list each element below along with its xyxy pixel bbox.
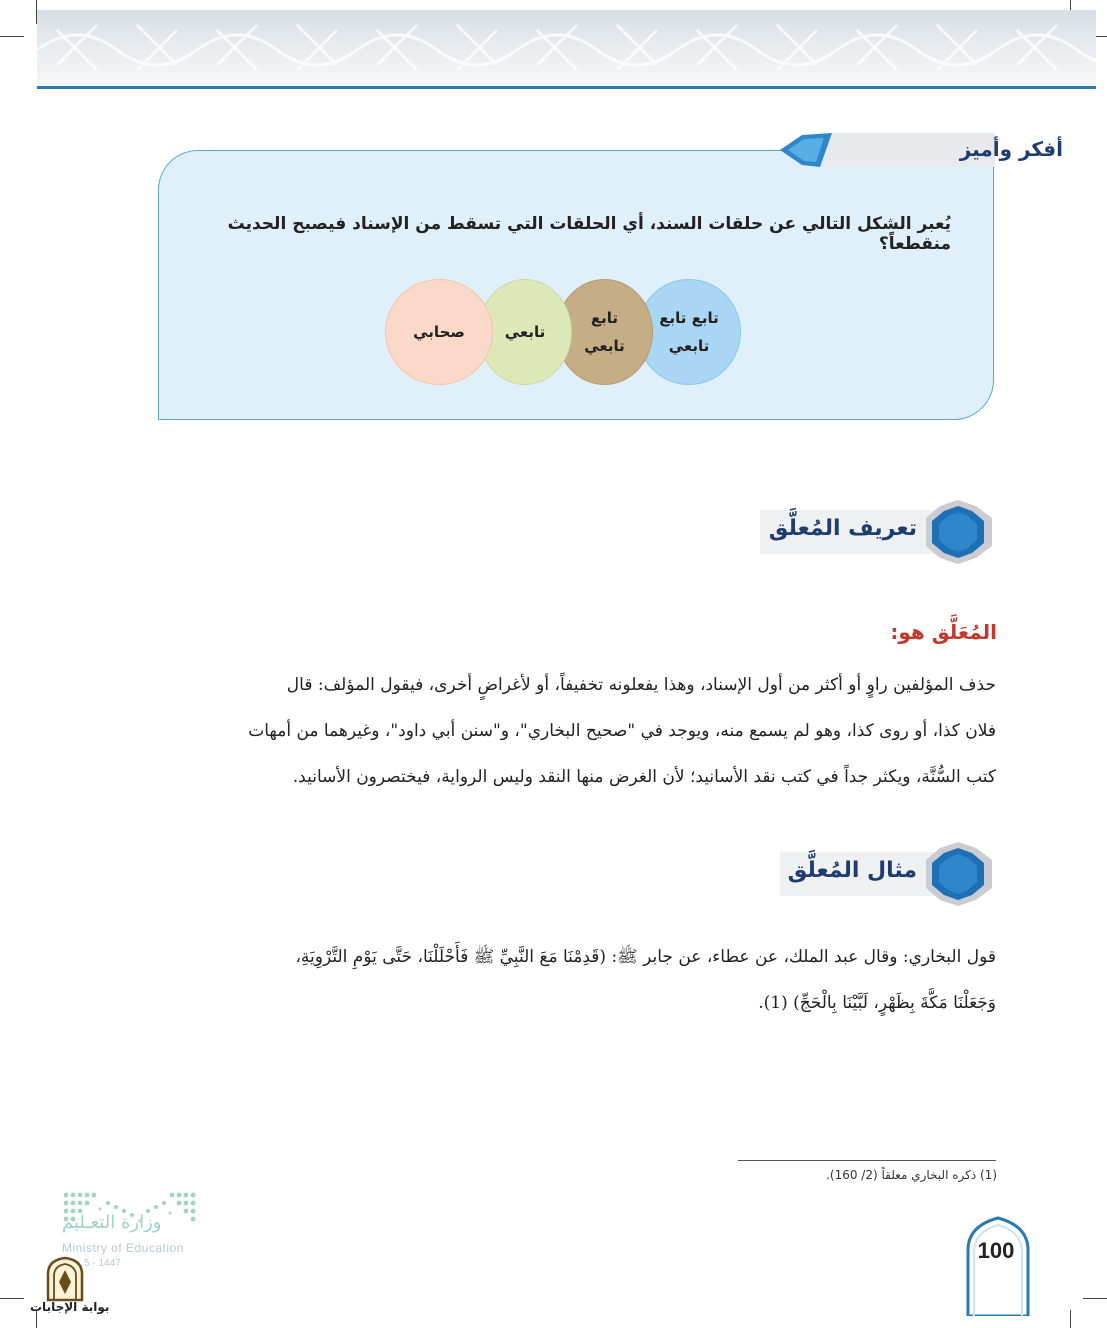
definition-label: المُعَلَّق هو: [890, 620, 997, 644]
chain-circle-label: تابعي [584, 337, 625, 355]
definition-line: كتب السُّنَّة، ويكثر جداً في كتب نقد الأسانيد؛ لأن الغرض منها النقد وليس الرواية، فيختصرون الأسانيد. [292, 767, 996, 787]
header-ornament [37, 10, 1096, 86]
ministry-name-ar: وزارة التعـليم [62, 1212, 162, 1233]
activity-tab-label: أفكر وأميز [959, 137, 1063, 161]
crop-mark [1070, 1310, 1071, 1328]
page-number: 100 [977, 1238, 1015, 1263]
example-line: قول البخاري: وقال عبد الملك، عن عطاء، عن جابر ﷺ: (قَدِمْنَا مَعَ النَّبِيِّ ﷺ فَأَحْلَلْنَا، حَتَّى يَوْمِ التَّرْوِيَةِ، [295, 947, 996, 967]
example-paragraph [160, 934, 996, 1026]
crop-mark [0, 36, 24, 37]
chain-circle-label: تابعي [504, 322, 546, 341]
ministry-year: 5 - 1447 [84, 1258, 121, 1269]
definition-line: حذف المؤلفين راوٍ أو أكثر من أول الإسناد، وهذا يفعلونه تخفيفاً، أو لأغراضٍ أخرى، فيقول المؤلف: قال [286, 675, 996, 695]
chain-circle-sahabi [385, 279, 493, 385]
example-line: وَجَعَلْنَا مَكَّةَ بِظَهْرٍ، لَبَّيْنَا بِالْحَجِّ) (1). [758, 993, 996, 1013]
definition-paragraph [160, 662, 996, 800]
header-rule [37, 86, 1096, 89]
definition-heading: تعريف المُعلَّق [768, 516, 917, 541]
example-heading: مثال المُعلَّق [787, 858, 917, 883]
chain-circle-label: صحابي [413, 322, 465, 341]
crop-mark [1083, 1298, 1107, 1299]
ministry-name-en: Ministry of Education [62, 1241, 184, 1255]
activity-question: يُعبر الشكل التالي عن حلقات السند، أي الحلقات التي تسقط من الإسناد فيصبح الحديث منقطعاً؟ [227, 214, 951, 254]
crop-mark [0, 1298, 24, 1299]
chain-circle-label: تابع تابع [659, 308, 719, 327]
activity-box [158, 150, 994, 420]
footnote: (1) ذكره البخاري معلقاً (2/ 160). [826, 1168, 997, 1182]
site-name: بوابة الإجابات [30, 1300, 110, 1314]
definition-line: فلان كذا، أو روى كذا، وهو لم يسمع منه، ويوجد في "صحيح البخاري"، و"سنن أبي داود"، وغيرهما من أمهات [248, 721, 996, 741]
site-logo-icon [44, 1256, 86, 1302]
footnote-rule [738, 1160, 996, 1161]
page-number-badge [966, 1216, 1030, 1316]
chain-circle-label: تابعي [668, 337, 710, 355]
chain-circle-label: تابع [590, 308, 619, 327]
